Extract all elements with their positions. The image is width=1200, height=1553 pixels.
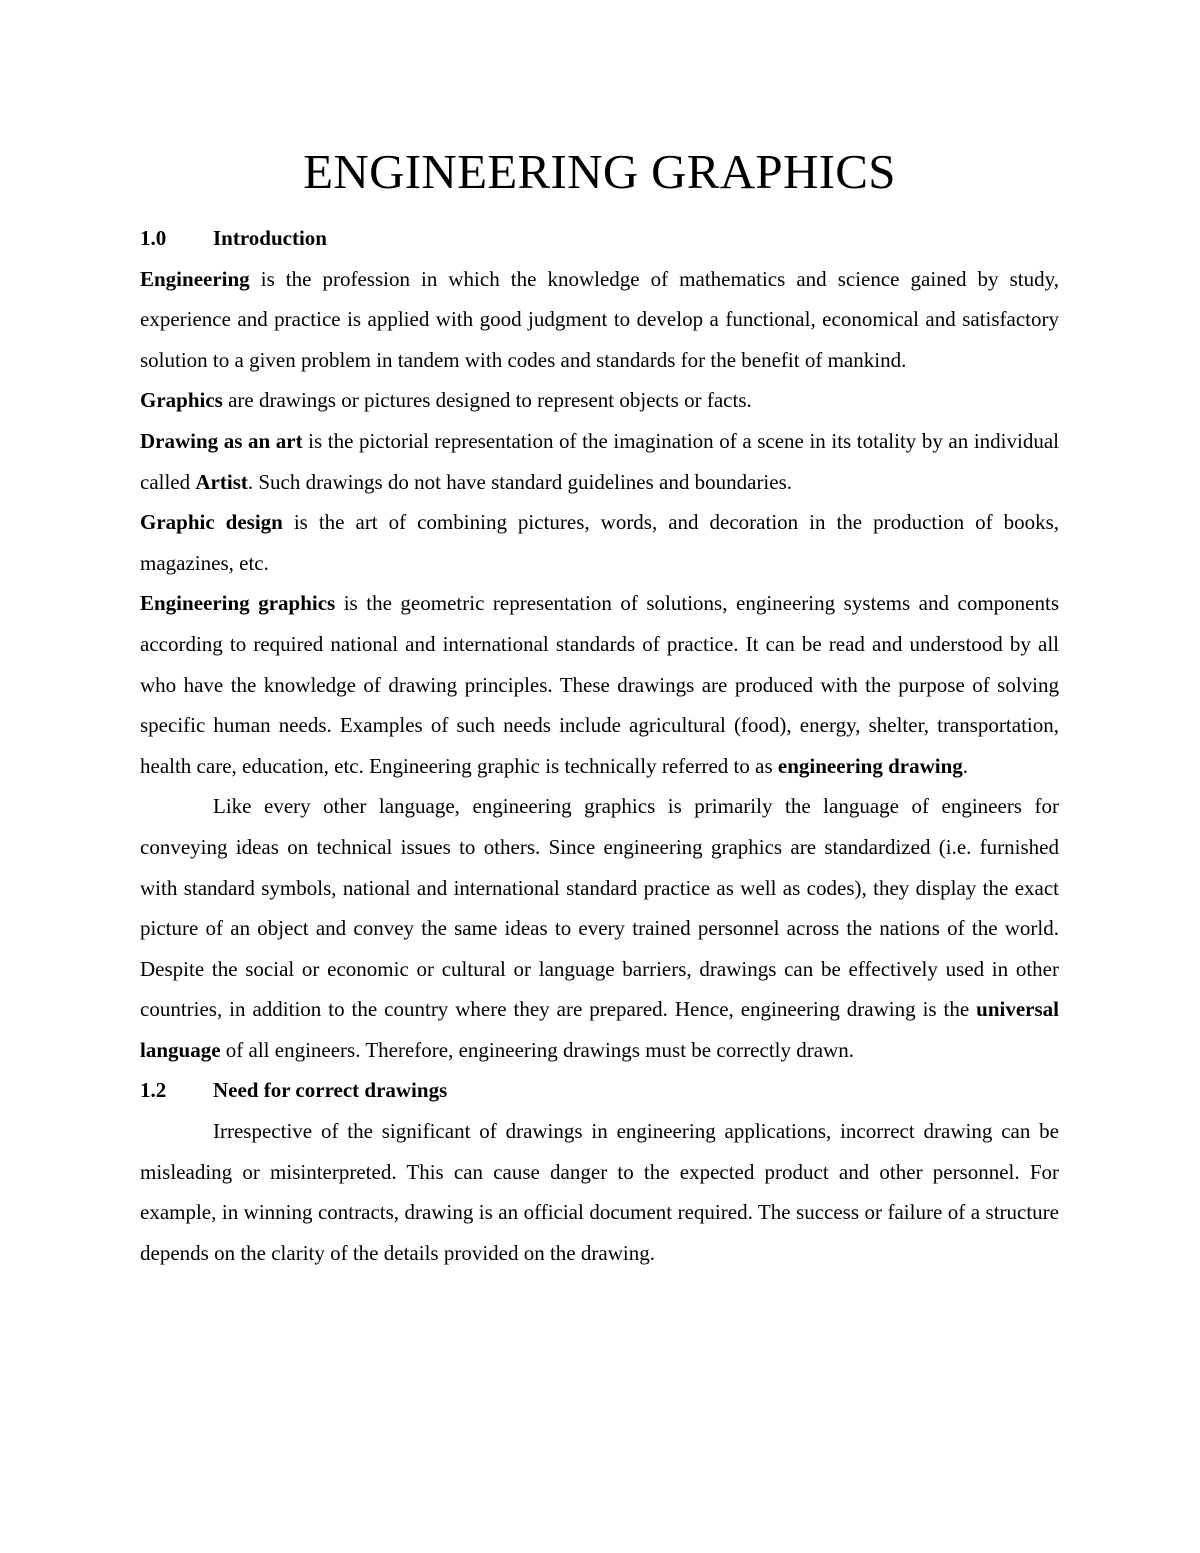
section-number: 1.2 — [140, 1078, 167, 1103]
paragraph-need-for-correct-drawings — [140, 1111, 1059, 1273]
term-engineering-drawing: engineering drawing — [777, 753, 963, 778]
paragraph-text: Like every other language, engineering graphics is primarily the language of engineers for conveying ideas on technical issues to others. Since engineering graphics are standardized (i.e. furnished with standard symbols, national and international standard practice as well as codes), they display the exact picture of an object and convey the same ideas to every trained personnel across the nations of the world. Despite the social or economic or cultural or language barriers, drawings can be effectively used in other countries, in addition to the country where they are prepared. Hence, engineering drawing is the — [140, 794, 1059, 1022]
section-title: Need for correct drawings — [213, 1078, 448, 1103]
paragraph-text: Irrespective of the significant of drawings in engineering applications, incorrect drawing can be misleading or misinterpreted. This can cause danger to the expected product and other personnel. For example, in winning contracts, drawing is an official document required. The success or failure of a structure depends on the clarity of the details provided on the drawing. — [140, 1119, 1059, 1265]
paragraph-graphics-definition — [140, 380, 1059, 421]
paragraph-text: . — [962, 753, 969, 778]
section-heading-introduction — [140, 218, 1059, 259]
section-heading-need-for-correct-drawings — [140, 1070, 1059, 1111]
section-title: Introduction — [213, 226, 327, 250]
paragraph-text: are drawings or pictures designed to represent objects or facts. — [222, 388, 752, 413]
paragraph-drawing-as-art — [140, 421, 1059, 502]
term-drawing-as-an-art: Drawing as an art — [140, 428, 303, 453]
term-artist: Artist — [195, 469, 248, 494]
paragraph-text: is the geometric representation of solutions, engineering systems and components according to required national and international standards of practice. It can be read and understood by all who have the knowledge of drawing principles. These drawings are produced with the purpose of solving specific human needs. Examples of such needs include agricultural (food), energy, shelter, transportation, health care, education, etc. Engineering graphic is technically referred to as — [140, 591, 1059, 778]
paragraph-text: is the profession in which the knowledge of mathematics and science gained by study, experience and practice is applied with good judgment to develop a functional, economical and satisfactory solution to a given problem in tandem with codes and standards for the benefit of mankind. — [140, 266, 1059, 372]
paragraph-graphic-design — [140, 502, 1059, 583]
term-engineering: Engineering — [140, 266, 250, 291]
section-number: 1.0 — [140, 226, 167, 250]
document-title: ENGINEERING GRAPHICS — [303, 144, 896, 199]
term-engineering-graphics: Engineering graphics — [140, 591, 336, 616]
term-graphics: Graphics — [140, 388, 223, 413]
paragraph-text: . Such drawings do not have standard guidelines and boundaries. — [247, 469, 793, 494]
paragraph-text: is the pictorial representation of the imagination of a scene in its totality by an individual called — [140, 428, 1059, 494]
term-graphic-design: Graphic design — [140, 510, 283, 535]
term-universal-language: universal language — [140, 997, 1059, 1062]
paragraph-universal-language — [140, 786, 1059, 1070]
paragraph-engineering-definition — [140, 259, 1059, 381]
paragraph-text: is the art of combining pictures, words, and decoration in the production of books, magazines, etc. — [140, 510, 1059, 575]
paragraph-text: of all engineers. Therefore, engineering drawings must be correctly drawn. — [220, 1037, 854, 1062]
document-page — [140, 140, 1059, 1273]
paragraph-engineering-graphics — [140, 583, 1059, 786]
